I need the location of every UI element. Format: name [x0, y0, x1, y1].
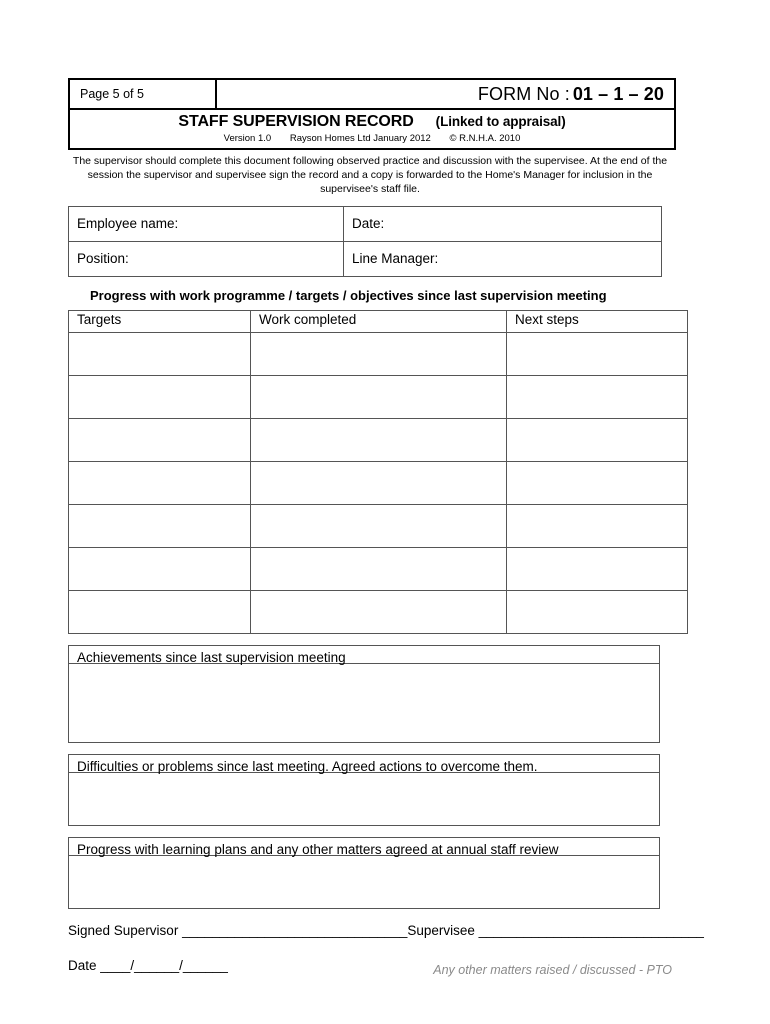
position-label: Position:	[77, 251, 129, 267]
copyright-label: © R.N.H.A. 2010	[449, 133, 521, 144]
supervisee-signature-label: Supervisee	[407, 922, 475, 938]
achievements-input[interactable]	[68, 664, 660, 743]
details-row-name	[69, 207, 661, 242]
footer-note: Any other matters raised / discussed - PTO	[433, 962, 672, 977]
table-row	[69, 418, 688, 461]
form-title-block	[70, 110, 674, 148]
cell-targets[interactable]	[69, 547, 251, 590]
achievements-section	[68, 645, 660, 743]
table-header-row	[69, 310, 688, 332]
form-number	[217, 80, 674, 108]
table-row	[69, 504, 688, 547]
cell-targets[interactable]	[69, 590, 251, 633]
employee-details-box	[68, 206, 662, 277]
learning-plans-label: Progress with learning plans and any other matters agreed at annual staff review	[68, 837, 660, 856]
signature-date-label: Date	[68, 957, 97, 973]
cell-work-completed[interactable]	[251, 590, 507, 633]
cell-targets[interactable]	[69, 332, 251, 375]
position-field[interactable]	[69, 242, 344, 276]
employee-name-label: Employee name:	[77, 216, 179, 232]
cell-work-completed[interactable]	[251, 375, 507, 418]
progress-section-heading: Progress with work programme / targets / objectives since last supervision meeting	[90, 287, 607, 303]
supervisee-signature-field[interactable]: ______________________________	[478, 922, 704, 938]
cell-targets[interactable]	[69, 375, 251, 418]
difficulties-section	[68, 754, 660, 826]
column-header-work-completed: Work completed	[251, 310, 507, 332]
cell-work-completed[interactable]	[251, 332, 507, 375]
form-number-value: 01 – 1 – 20	[572, 83, 664, 104]
signature-date-field[interactable]: ____/______/______	[100, 957, 228, 973]
table-row	[69, 461, 688, 504]
cell-work-completed[interactable]	[251, 418, 507, 461]
table-row	[69, 547, 688, 590]
learning-plans-input[interactable]	[68, 856, 660, 909]
cell-targets[interactable]	[69, 504, 251, 547]
cell-next-steps[interactable]	[507, 332, 688, 375]
page-title: STAFF SUPERVISION RECORD	[178, 113, 414, 130]
column-header-targets: Targets	[69, 310, 251, 332]
page-number-label: Page 5 of 5	[70, 80, 217, 108]
cell-work-completed[interactable]	[251, 461, 507, 504]
form-title-suffix: (Linked to appraisal)	[435, 114, 566, 129]
form-version-line	[70, 133, 674, 144]
form-content	[68, 78, 704, 977]
line-manager-field[interactable]	[344, 242, 661, 276]
date-label: Date:	[352, 216, 385, 232]
cell-targets[interactable]	[69, 461, 251, 504]
table-row	[69, 332, 688, 375]
instructions-paragraph: The supervisor should complete this document following observed practice and discussion with the supervisee. At the end of the session the supervisor and supervisee sign the record and a copy is forwarded to the Home's Manager for inclusion in the supervisee's staff file.	[72, 155, 668, 195]
cell-next-steps[interactable]	[507, 461, 688, 504]
difficulties-label: Difficulties or problems since last meeting. Agreed actions to overcome them.	[68, 754, 660, 773]
cell-work-completed[interactable]	[251, 504, 507, 547]
progress-table-body	[69, 332, 688, 633]
form-header	[68, 78, 676, 150]
signature-line	[68, 922, 704, 938]
column-header-next-steps: Next steps	[507, 310, 688, 332]
cell-next-steps[interactable]	[507, 418, 688, 461]
cell-targets[interactable]	[69, 418, 251, 461]
supervisor-signature-field[interactable]: ______________________________	[182, 922, 408, 938]
date-field[interactable]	[344, 207, 661, 241]
cell-next-steps[interactable]	[507, 547, 688, 590]
form-number-label: FORM No :	[477, 83, 570, 104]
form-title-line	[70, 113, 674, 131]
cell-next-steps[interactable]	[507, 590, 688, 633]
employee-name-field[interactable]	[69, 207, 344, 241]
difficulties-input[interactable]	[68, 773, 660, 826]
achievements-label: Achievements since last supervision meeting	[68, 645, 660, 664]
form-header-top-row	[70, 80, 674, 110]
cell-work-completed[interactable]	[251, 547, 507, 590]
table-row	[69, 375, 688, 418]
cell-next-steps[interactable]	[507, 375, 688, 418]
supervisor-signature-label: Signed Supervisor	[68, 922, 179, 938]
table-row	[69, 590, 688, 633]
learning-plans-section	[68, 837, 660, 909]
cell-next-steps[interactable]	[507, 504, 688, 547]
company-label: Rayson Homes Ltd January 2012	[289, 133, 431, 144]
version-label: Version 1.0	[223, 133, 272, 144]
signature-area	[68, 922, 704, 977]
details-row-position	[69, 242, 661, 276]
line-manager-label: Line Manager:	[352, 251, 439, 267]
progress-table	[68, 310, 688, 634]
